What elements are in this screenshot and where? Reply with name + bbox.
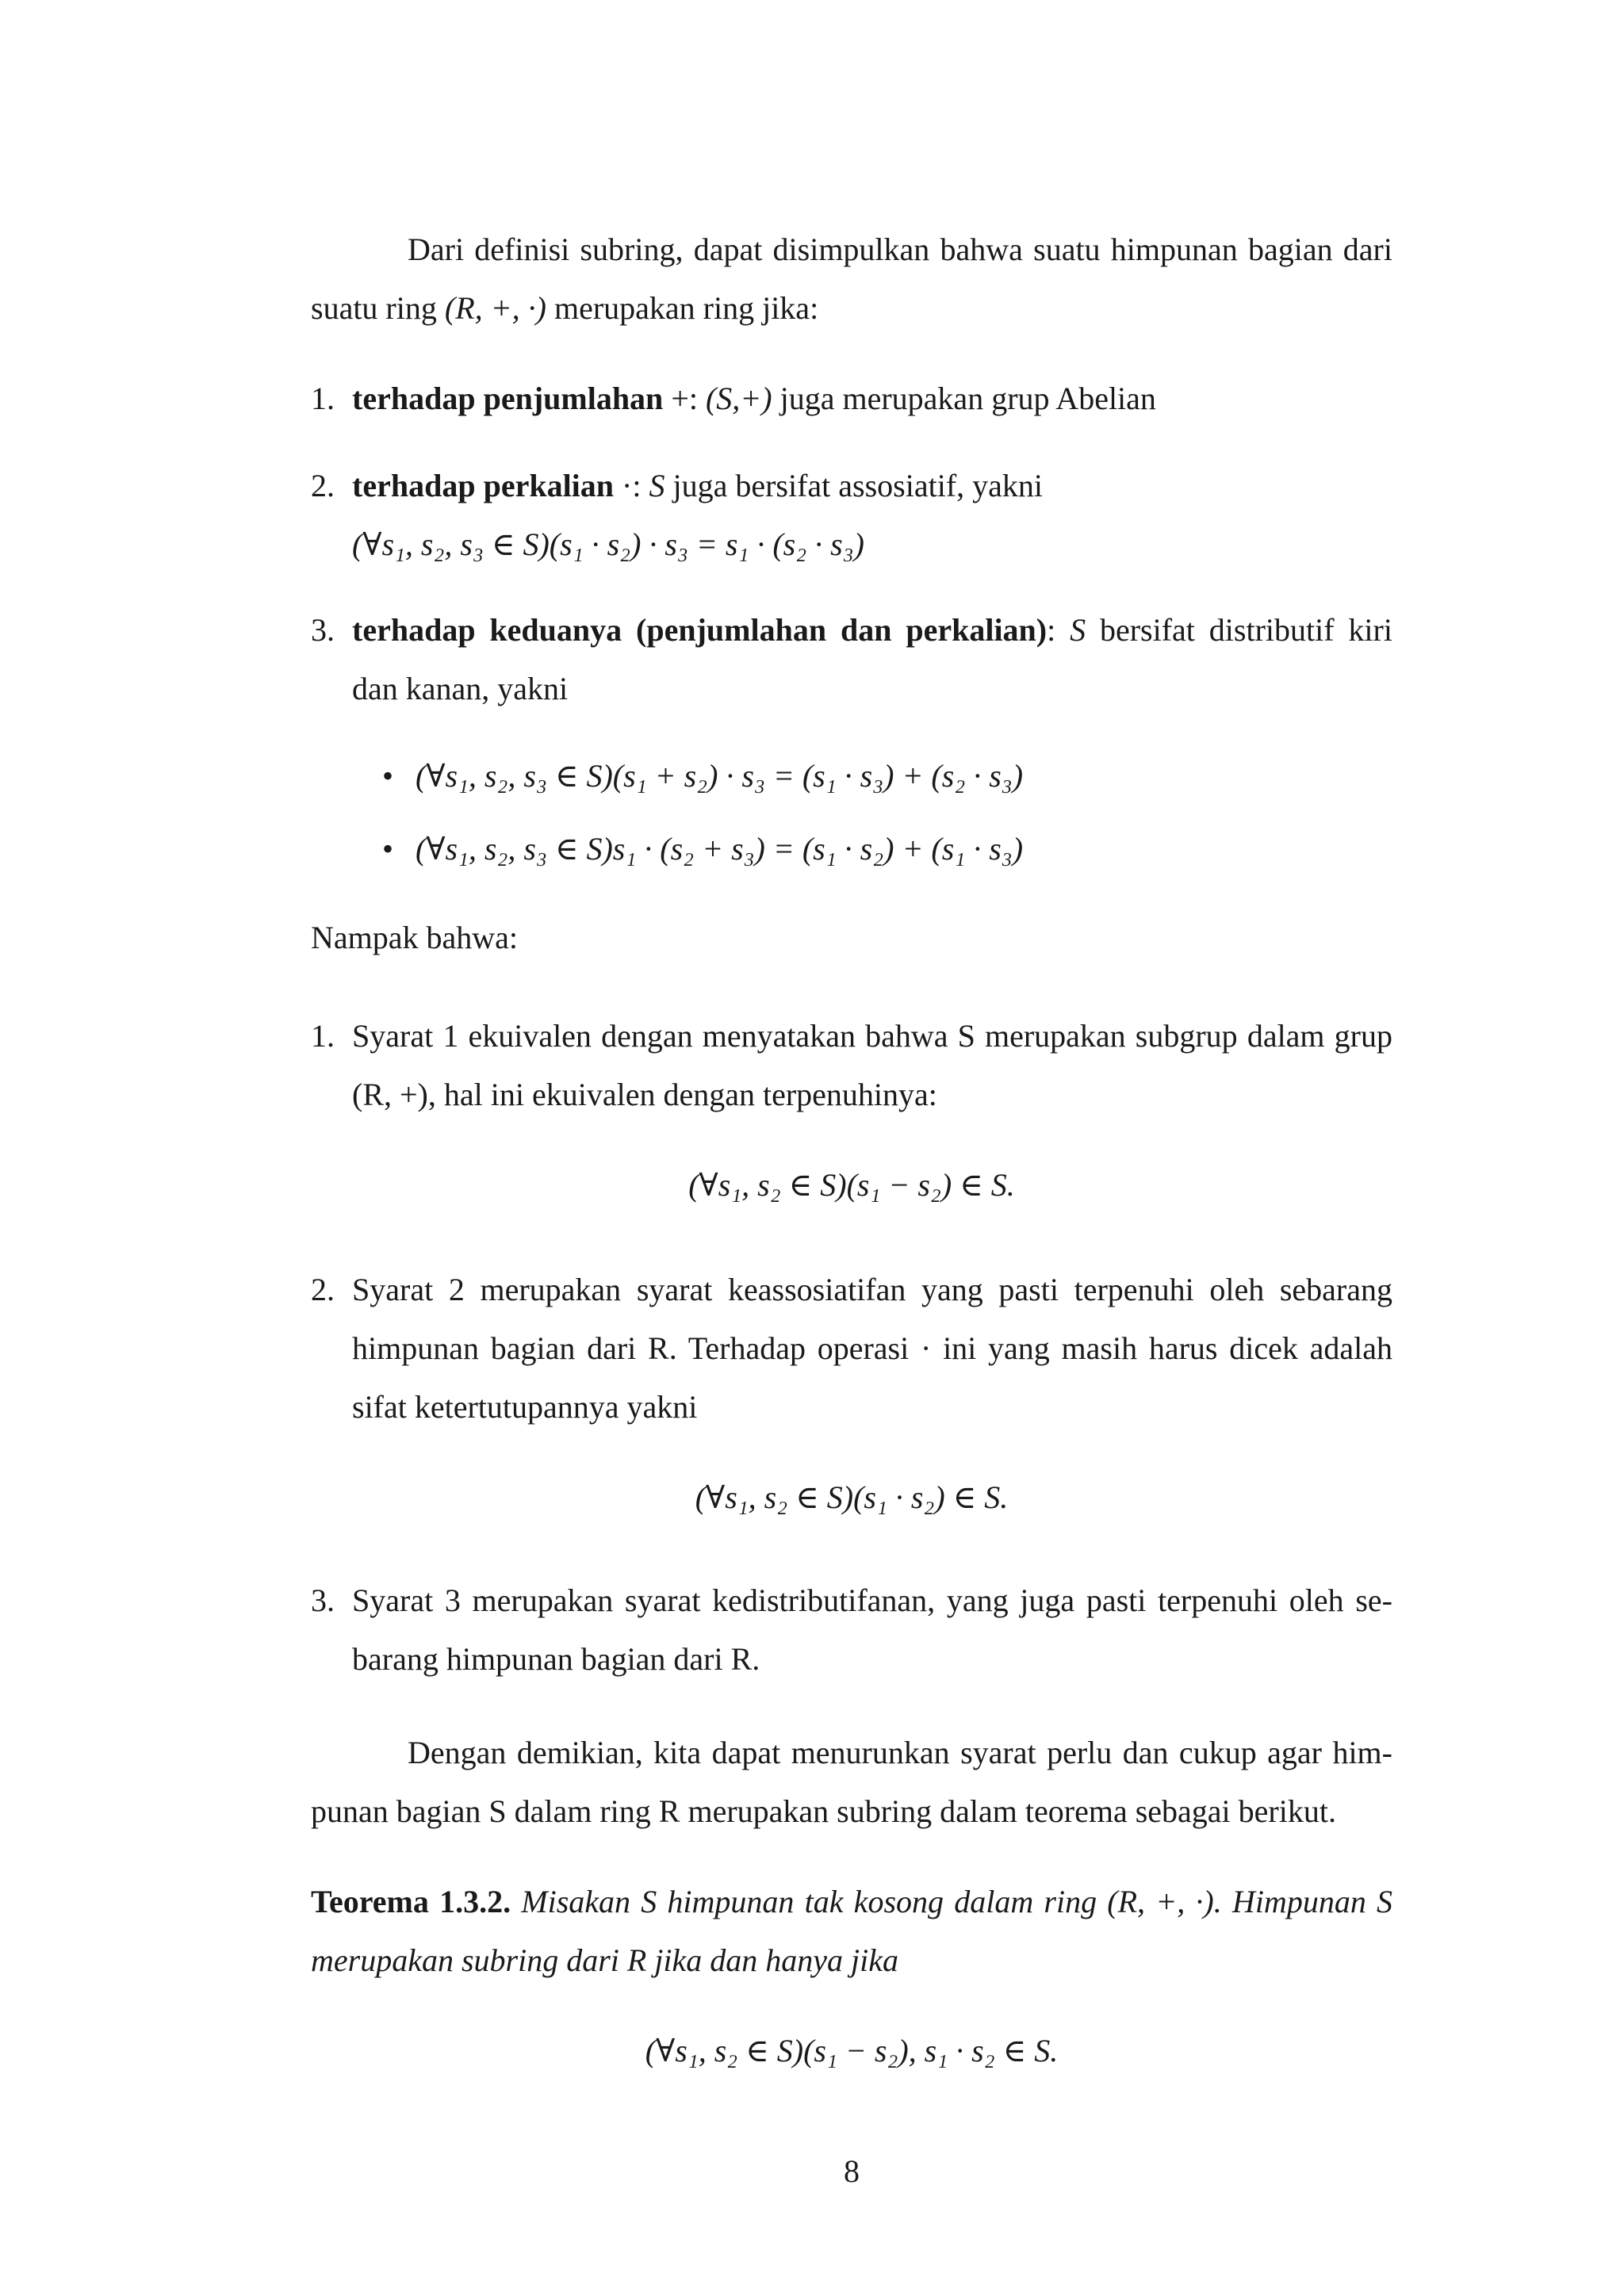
remark-1 xyxy=(311,1007,1392,1124)
remark-2-formula: (∀s₁, s₂ ∈ S)(s₁ · s₂) ∈ S. xyxy=(695,1479,1009,1515)
intro-text-2: merupakan ring jika: xyxy=(546,290,819,326)
remark-1-formula: (∀s₁, s₂ ∈ S)(s₁ − s₂) ∈ S. xyxy=(688,1167,1015,1203)
condition-1 xyxy=(311,369,1392,428)
remark-2-text: Syarat 2 merupakan syarat keassosiatifan yang pasti terpenuhi oleh sebarang himpunan bagian dari R. Terhadap operasi · ini yang masih harus dicek adalah sifat ketertutupannya yakni xyxy=(352,1272,1392,1425)
intro-text-1: Dari definisi subring, dapat disimpulkan bahwa suatu himpunan bagian dari suatu ring xyxy=(311,232,1392,326)
remark-3-text: Syarat 3 merupakan syarat kedistributifanan, yang juga pasti terpenuhi oleh se-barang himpunan bagian dari R. xyxy=(352,1582,1392,1677)
condition-2-formula: (∀s₁, s₂, s₃ ∈ S)(s₁ · s₂) · s₃ = s₁ · (s₂ · s₃) xyxy=(352,526,864,562)
bullet-icon: • xyxy=(382,758,394,794)
condition-2-title: terhadap perkalian xyxy=(352,468,615,503)
intro-math: (R, +, ·) xyxy=(444,290,546,326)
condition-2-op: ·: xyxy=(614,468,649,503)
condition-2 xyxy=(311,457,1392,574)
condition-2-math: S xyxy=(649,468,665,503)
condition-3 xyxy=(311,601,1392,718)
nampak-heading xyxy=(311,909,1392,967)
nampak-text: Nampak bahwa: xyxy=(311,920,519,955)
remark-1-number: 1. xyxy=(311,1018,335,1054)
page-number: 8 xyxy=(844,2153,860,2189)
condition-1-number: 1. xyxy=(311,381,335,416)
bullet-formula-2: (∀s₁, s₂, s₃ ∈ S)s₁ · (s₂ + s₃) = (s₁ · s₂) + (s₁ · s₃) xyxy=(416,831,1024,867)
remark-2-number: 2. xyxy=(311,1272,335,1307)
bullet-formula-1: (∀s₁, s₂, s₃ ∈ S)(s₁ + s₂) · s₃ = (s₁ · s₃) + (s₂ · s₃) xyxy=(416,758,1024,794)
condition-3-number: 3. xyxy=(311,612,335,648)
condition-2-number: 2. xyxy=(311,468,335,503)
remark-1-text: Syarat 1 ekuivalen dengan menyatakan bahwa S merupakan subgrup dalam grup (R, +), hal ini ekuivalen dengan terpenuhinya: xyxy=(352,1018,1392,1112)
condition-1-op: +: xyxy=(663,381,706,416)
condition-1-title: terhadap penjumlahan xyxy=(352,381,664,416)
condition-1-math: (S,+) xyxy=(705,381,772,416)
condition-3-math: S xyxy=(1070,612,1086,648)
conclusion-paragraph xyxy=(311,1724,1392,1841)
theorem-statement: Misakan S himpunan tak kosong dalam ring (R, +, ·). Himpunan S merupakan subring dari R jika dan hanya jika xyxy=(311,1884,1393,1978)
theorem-block xyxy=(311,1873,1392,1990)
condition-3-title: terhadap keduanya (penjumlahan dan perkalian) xyxy=(352,612,1048,648)
bullet-icon: • xyxy=(382,831,394,867)
remark-2 xyxy=(311,1261,1392,1437)
remark-3 xyxy=(311,1571,1392,1689)
condition-2-text: juga bersifat assosiatif, yakni xyxy=(665,468,1044,503)
remark-3-number: 3. xyxy=(311,1582,335,1618)
condition-3-op: : xyxy=(1047,612,1071,648)
condition-3-text: bersifat distributif kiri dan kanan, yakni xyxy=(352,612,1392,706)
theorem-formula: (∀s₁, s₂ ∈ S)(s₁ − s₂), s₁ · s₂ ∈ S. xyxy=(645,2033,1059,2068)
conclusion-text: Dengan demikian, kita dapat menurunkan syarat perlu dan cukup agar him-punan bagian S dalam ring R merupakan subring dalam teorema sebagai berikut. xyxy=(311,1735,1392,1829)
condition-1-text: juga merupakan grup Abelian xyxy=(772,381,1156,416)
theorem-label: Teorema 1.3.2. xyxy=(311,1884,511,1919)
intro-paragraph xyxy=(311,220,1392,338)
